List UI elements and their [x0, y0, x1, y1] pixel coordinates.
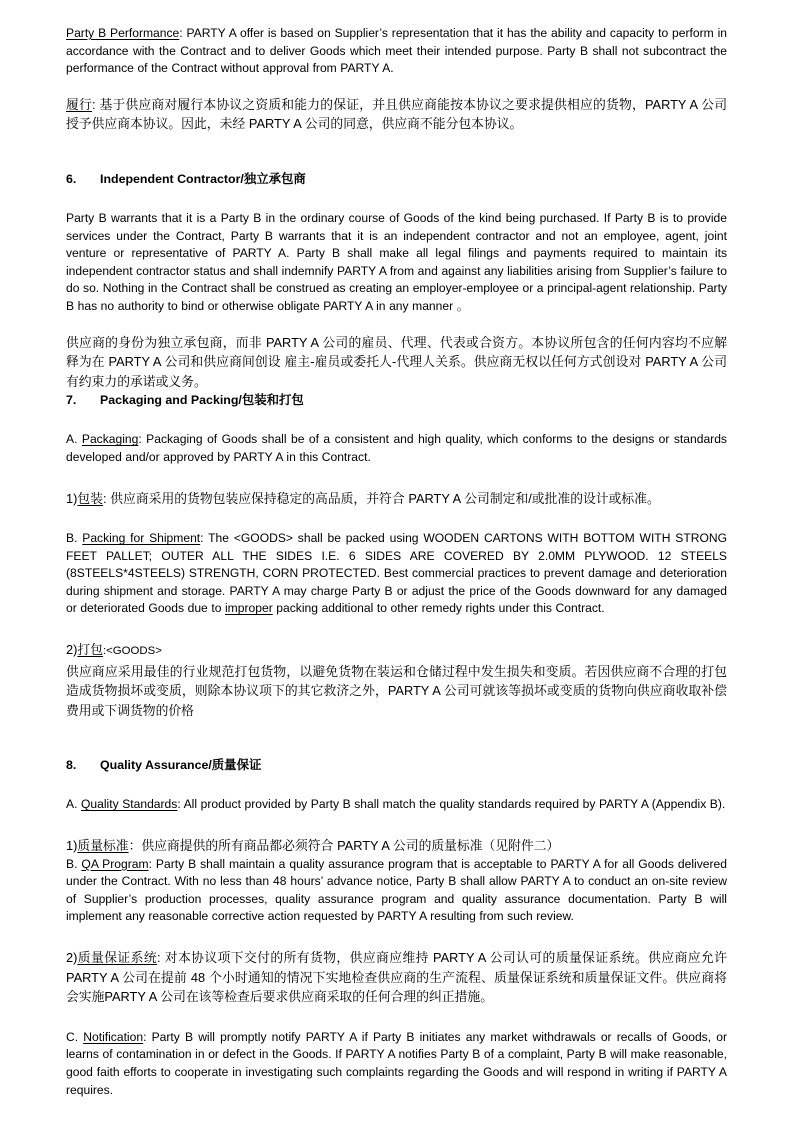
spacer [66, 188, 727, 210]
heading-section-8 [66, 756, 727, 774]
heading-section-7 [66, 391, 727, 409]
paragraph-prefix: 2) [66, 642, 78, 658]
paragraph-party-b-performance [66, 25, 727, 78]
spacer [66, 78, 727, 95]
paragraph-prefix: 1) [66, 838, 78, 854]
spacer [66, 508, 727, 530]
paragraph-text-tail: packing additional to other remedy rights under this Contract. [272, 601, 605, 616]
spacer [66, 720, 727, 756]
lead-label-dabao: 打包 [77, 642, 103, 658]
paragraph-text: : All product provided by Party B shall match the quality standards required by PARTY A (Appendix B). [177, 797, 726, 812]
inline-underlined-improper: improper [225, 601, 273, 616]
paragraph-quality-zh-1 [66, 836, 727, 856]
paragraph-text: ：供应商提供的所有商品都必须符合 PARTY A 公司的质量标准（见附件二） [128, 838, 560, 854]
lead-label-packing-for-shipment: Packing for Shipment [82, 531, 201, 546]
paragraph-prefix: A. [66, 797, 81, 812]
paragraph-section-6-zh: 供应商的身份为独立承包商，而非 PARTY A 公司的雇员、代理、代表或合资方。本协议所包含的任何内容均不应解释为在 PARTY A 公司和供应商间创设 雇主-雇员或委托人-代理人关系。供应商无权以任何方式创设对 PARTY A 公司有约束力的承诺或义务。 [66, 334, 727, 389]
lead-label-qa-program: QA Program [81, 856, 149, 871]
heading-number: 7. [66, 393, 77, 408]
paragraph-quality-zh-2 [66, 948, 727, 1007]
document-body [66, 25, 727, 1099]
spacer [66, 618, 727, 640]
paragraph-prefix: 2) [66, 950, 78, 965]
paragraph-prefix: A. [66, 432, 82, 447]
paragraph-text: : 基于供应商对履行本协议之资质和能力的保证，并且供应商能按本协议之要求提供相应的货物，PARTY A 公司授予供应商本协议。因此，未经 PARTY A 公司的同意，供应商不能分包本协议。 [66, 96, 728, 132]
paragraph-text: :<GOODS> [102, 645, 162, 658]
paragraph-notification-c [66, 1029, 727, 1099]
paragraph-text: : 供应商采用的货物包装应保持稳定的高品质，并符合 PARTY A 公司制定和/或批准的设计或标准。 [102, 490, 660, 506]
lead-label-packaging: Packaging [81, 432, 139, 447]
paragraph-packaging-zh-1 [66, 489, 727, 509]
spacer [66, 409, 727, 431]
paragraph-text: : Packaging of Goods shall be of a consistent and high quality, which conforms to the designs or standards developed and/or approved by PARTY A in this Contract. [66, 432, 727, 464]
heading-title: Quality Assurance/质量保证 [100, 758, 262, 773]
lead-label-zhiliang-baozheng-xitong: 质量保证系统 [77, 950, 158, 965]
lead-label-baozhuang: 包装 [77, 490, 103, 506]
lead-label-party-b-performance: Party B Performance [66, 26, 180, 40]
spacer [66, 467, 727, 489]
paragraph-qa-program-b [66, 856, 727, 926]
heading-number: 8. [66, 758, 77, 773]
paragraph-packing-b [66, 530, 727, 618]
heading-section-6 [66, 170, 727, 188]
lead-label-quality-standards: Quality Standards [81, 797, 178, 812]
spacer [66, 316, 727, 333]
paragraph-prefix: 1) [66, 490, 78, 506]
paragraph-packing-zh-2-body: 供应商应采用最佳的行业规范打包货物，以避免货物在装运和仓储过程中发生损失和变质。若因供应商不合理的打包造成货物损坏或变质，则除本协议项下的其它救济之外，PARTY A 公司可就该等损坏或变质的货物向供应商收取补偿费用或下调货物的价格 [66, 663, 727, 718]
paragraph-packing-zh-2-title [66, 640, 727, 662]
paragraph-prefix: B. [66, 856, 82, 871]
heading-title: Packaging and Packing/包装和打包 [100, 393, 304, 408]
paragraph-prefix: B. [66, 531, 83, 546]
heading-number: 6. [66, 171, 77, 186]
paragraph-packaging-a [66, 431, 727, 466]
paragraph-section-6-en: Party B warrants that it is a Party B in the ordinary course of Goods of the kind being purchased. If Party B is to provide services under the Contract, Party B warrants that it is an independent contractor and not an employee, agent, joint venture or representative of PARTY A. Party B shall make all legal filings and payments required to maintain its independent contractor status and shall indemnify PARTY A from and against any liabilities arising from Supplier’s failure to do so. Nothing in the Contract shall be construed as creating an employer-employee or a principal-agent relationship. Party B has no authority to bind or otherwise obligate PARTY A in any manner 。 [66, 210, 727, 313]
paragraph-quality-standards-a [66, 796, 727, 814]
spacer [66, 774, 727, 796]
lead-label-lvxing: 履行 [66, 96, 92, 112]
paragraph-prefix: C. [66, 1029, 84, 1044]
paragraph-text: : PARTY A offer is based on Supplier’s representation that it has the ability and capacity to perform in accordance with the Contract and to deliver Goods which meet their intended purpose. Party B shall not subcontract the performance of the Contract without approval from PARTY A. [66, 26, 727, 76]
paragraph-text: : Party B will promptly notify PARTY A if Party B initiates any market withdrawals or recalls of Goods, or learns of contamination in or defect in the Goods. If PARTY A notifies Party B of a complaint, Party B will make reasonable, good faith efforts to cooperate in investigating such complaints regarding the Goods and will respond in writing if PARTY A requires. [66, 1029, 727, 1097]
paragraph-text: : The <GOODS> shall be packed using WOODEN CARTONS WITH BOTTOM WITH STRONG FEET PALLET; OUTER ALL THE SIDES I.E. 6 SIDES ARE COVERED BY 2.0MM PLYWOOD. 12 STEELS (8STEELS*4STEELS) STRENGTH, CORN PROTECTED. Best commercial practices to prevent damage and deterioration during shipment and storage. PARTY A may charge Party B or adjust the price of the Goods downward for any damaged or deteriorated Goods due to [66, 531, 727, 616]
paragraph-text: : 对本协议项下交付的所有货物，供应商应维持 PARTY A 公司认可的质量保证系统。供应商应允许 PARTY A 公司在提前 48 个小时通知的情况下实地检查供应商的生产流程、质量保证系统和质量保证文件。供应商将会实施PARTY A 公司在该等检查后要求供应商采取的任何合理的纠正措施。 [66, 950, 728, 1005]
spacer [66, 1007, 727, 1029]
spacer [66, 814, 727, 836]
paragraph-lvxing-zh [66, 95, 727, 134]
spacer [66, 926, 727, 948]
lead-label-notification: Notification [83, 1029, 144, 1044]
spacer [66, 134, 727, 170]
paragraph-text: : Party B shall maintain a quality assurance program that is acceptable to PARTY A for all Goods delivered under the Contract. With no less than 48 hours’ advance notice, Party B shall allow PARTY A to conduct an on-site review of Supplier’s production processes, quality assurance program and quality assurance documentation. Party B will implement any reasonable corrective action requested by PARTY A resulting from such review. [66, 856, 727, 924]
lead-label-zhiliang-biaozhun: 质量标准 [77, 838, 129, 854]
heading-title: Independent Contractor/独立承包商 [100, 171, 306, 186]
